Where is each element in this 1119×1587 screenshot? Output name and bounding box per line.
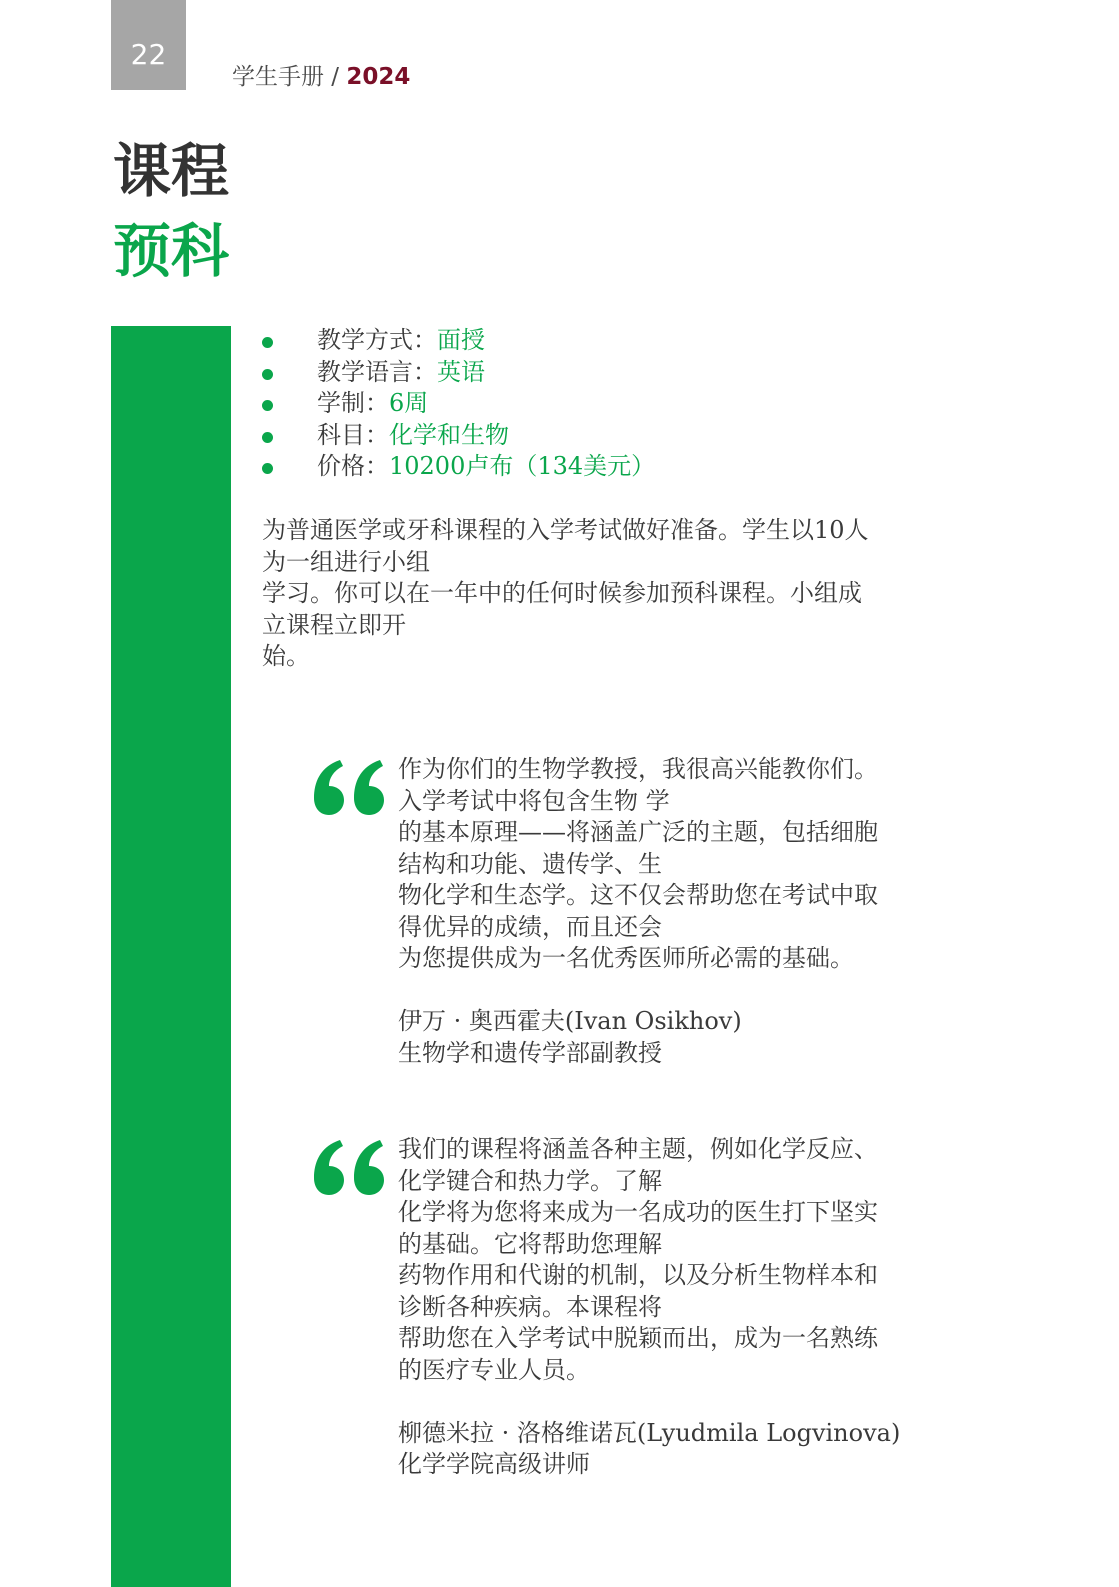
intro-line: 为一组进行小组 [262, 547, 430, 576]
quote-line: 的基本原理——将涵盖广泛的主题，包括细胞 [398, 818, 878, 846]
bullet-icon [262, 337, 273, 348]
bullet-icon [262, 369, 273, 380]
info-value: 面授 [437, 326, 485, 354]
page-number-box [111, 0, 186, 90]
quote-line: 作为你们的生物学教授，我很高兴能教你们。 [398, 755, 878, 783]
running-header [232, 58, 410, 91]
page-title: 课程 [113, 137, 230, 205]
page-number: 22 [130, 37, 167, 71]
green-side-bar [111, 326, 231, 1587]
info-value: 化学和生物 [389, 420, 509, 449]
quote-block-chemistry [398, 1134, 958, 1481]
quote-line: 的基础。它将帮助您理解 [398, 1229, 662, 1258]
bullet-icon [262, 432, 273, 443]
spacer [398, 1386, 958, 1418]
quote-block-biology [398, 754, 958, 1069]
intro-line: 立课程立即开 [262, 610, 406, 639]
quote-line: 入学考试中将包含生物 学 [398, 786, 670, 815]
quote-line: 帮助您在入学考试中脱颖而出，成为一名熟练 [398, 1324, 878, 1352]
info-label: 科目： [317, 420, 389, 449]
course-info-list [262, 325, 655, 483]
page-subtitle: 预科 [113, 217, 230, 285]
quote-author-role: 生物学和遗传学部副教授 [398, 1038, 662, 1067]
quote-line: 化学将为您将来成为一名成功的医生打下坚实 [398, 1198, 878, 1226]
quote-line: 的医疗专业人员。 [398, 1355, 590, 1384]
info-value: 6周 [389, 389, 429, 417]
quote-author-role: 化学学院高级讲师 [398, 1450, 590, 1478]
bullet-icon [262, 400, 273, 411]
intro-paragraph [262, 515, 942, 673]
quote-line: 我们的课程将涵盖各种主题，例如化学反应、 [398, 1135, 878, 1163]
info-value: 英语 [437, 357, 485, 386]
quote-line: 药物作用和代谢的机制，以及分析生物样本和 [398, 1261, 878, 1289]
quote-line: 化学键合和热力学。了解 [398, 1166, 662, 1195]
quote-mark-icon [310, 758, 390, 818]
info-item-subjects [262, 420, 655, 452]
quote-line: 结构和功能、遗传学、生 [398, 849, 662, 878]
intro-line: 为普通医学或牙科课程的入学考试做好准备。学生以10人 [262, 516, 869, 544]
quote-author: 柳德米拉 · 洛格维诺瓦(Lyudmila Logvinova) [398, 1418, 901, 1447]
intro-line: 学习。你可以在一年中的任何时候参加预科课程。小组成 [262, 579, 862, 607]
info-item-price [262, 451, 655, 483]
info-label: 教学语言： [317, 357, 437, 386]
bullet-icon [262, 463, 273, 474]
info-item-duration [262, 388, 655, 420]
quote-line: 为您提供成为一名优秀医师所必需的基础。 [398, 944, 854, 972]
info-label: 教学方式： [317, 326, 437, 354]
quote-line: 物化学和生态学。这不仅会帮助您在考试中取 [398, 881, 878, 909]
info-item-teaching-mode [262, 325, 655, 357]
header-separator: / [324, 64, 347, 90]
spacer [398, 975, 958, 1007]
quote-author: 伊万 · 奥西霍夫(Ivan Osikhov) [398, 1007, 742, 1035]
info-label: 价格： [317, 452, 389, 480]
quote-line: 诊断各种疾病。本课程将 [398, 1292, 662, 1321]
header-year: 2024 [346, 64, 411, 90]
info-item-language [262, 357, 655, 389]
running-title: 学生手册 [232, 64, 324, 90]
info-value: 10200卢布（134美元） [389, 452, 656, 480]
intro-line: 始。 [262, 642, 310, 670]
info-label: 学制： [317, 389, 389, 417]
quote-mark-icon [310, 1138, 390, 1198]
quote-line: 得优异的成绩，而且还会 [398, 912, 662, 941]
